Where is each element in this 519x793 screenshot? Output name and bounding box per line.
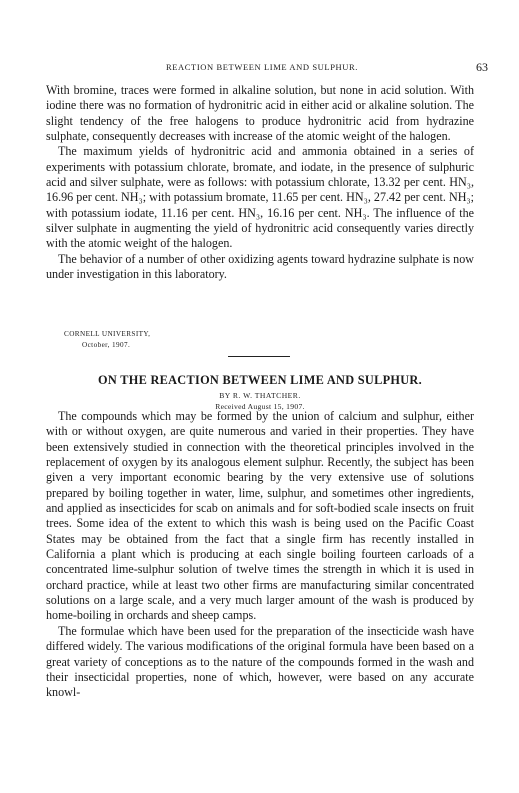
- article-body: [46, 409, 474, 701]
- article-title: ON THE REACTION BETWEEN LIME AND SULPHUR.: [98, 373, 422, 387]
- paragraph: The maximum yields of hydronitric acid and ammonia obtained in a series of experiments with potassium chlorate, bromate, and iodate, in the presence of sulphuric acid and silver sulphate, were as follows: with potassium chlorate, 13.32 per cent. HN₃, 16.96 per cent. NH₃; with potassium bromate, 11.65 per cent. HN₃, 27.42 per cent. NH₃; with potassium iodate, 11.16 per cent. HN₃, 16.16 per cent. NH₃. The influence of the silver sulphate in augmenting the yield of hydronitric acid consequently varies directly with the atomic weight of the halogen.: [46, 144, 474, 251]
- paragraph: The compounds which may be formed by the union of calcium and sulphur, either with or without oxygen, are quite numerous and varied in their properties. They have been extensively studied in connection with the theoretical principles involved in the replacement of oxygen by its analogous element sulphur. Recently, the subject has been given a very important economic bearing by the very extensive use of solutions prepared by boiling together in water, lime, sulphur, and sometimes other ingredients, and applied as insecticides for scab on animals and for soft-bodied scale insects on fruit trees. Some idea of the extent to which this wash is being used on the Pacific Coast States may be obtained from the fact that a single firm has recently installed in California a plant which is producing at each single boiling fourteen carloads of a concentrated lime-sulphur solution of twelve times the strength in which it is used in orchard practice, while at least two other firms are manufacturing similar concentrated solutions on a large scale, and a very much larger amount of the wash is produced by home-boiling in orchards and sheep camps.: [46, 409, 474, 623]
- byline: BY R. W. THATCHER.: [219, 391, 301, 400]
- running-head: [36, 60, 488, 74]
- affiliation-block: [64, 329, 150, 351]
- paragraph: With bromine, traces were formed in alkaline solution, but none in acid solution. With iodine there was no formation of hydronitric acid in either acid or alkaline solution. The slight tendency of the free halogens to produce hydronitric acid from hydrazine sulphate, consequently decreases with increase of the atomic weight of the halogen.: [46, 83, 474, 144]
- previous-article-text: [46, 83, 474, 282]
- running-title: REACTION BETWEEN LIME AND SULPHUR.: [165, 62, 359, 72]
- affiliation-date: October, 1907.: [82, 341, 131, 349]
- page-number: 63: [476, 60, 488, 74]
- affiliation: CORNELL UNIVERSITY,: [64, 330, 151, 338]
- received-date: Received August 15, 1907.: [215, 402, 305, 411]
- section-divider: [228, 356, 290, 357]
- paragraph: The formulae which have been used for the preparation of the insecticide wash have differed widely. The various modifications of the original formula have been based on a great variety of conceptions as to the nature of the compounds formed in the wash and their insecticidal properties, none of which, however, were based on any accurate knowl-: [46, 623, 474, 700]
- paragraph: The behavior of a number of other oxidizing agents toward hydrazine sulphate is now under investigation in this laboratory.: [46, 251, 474, 282]
